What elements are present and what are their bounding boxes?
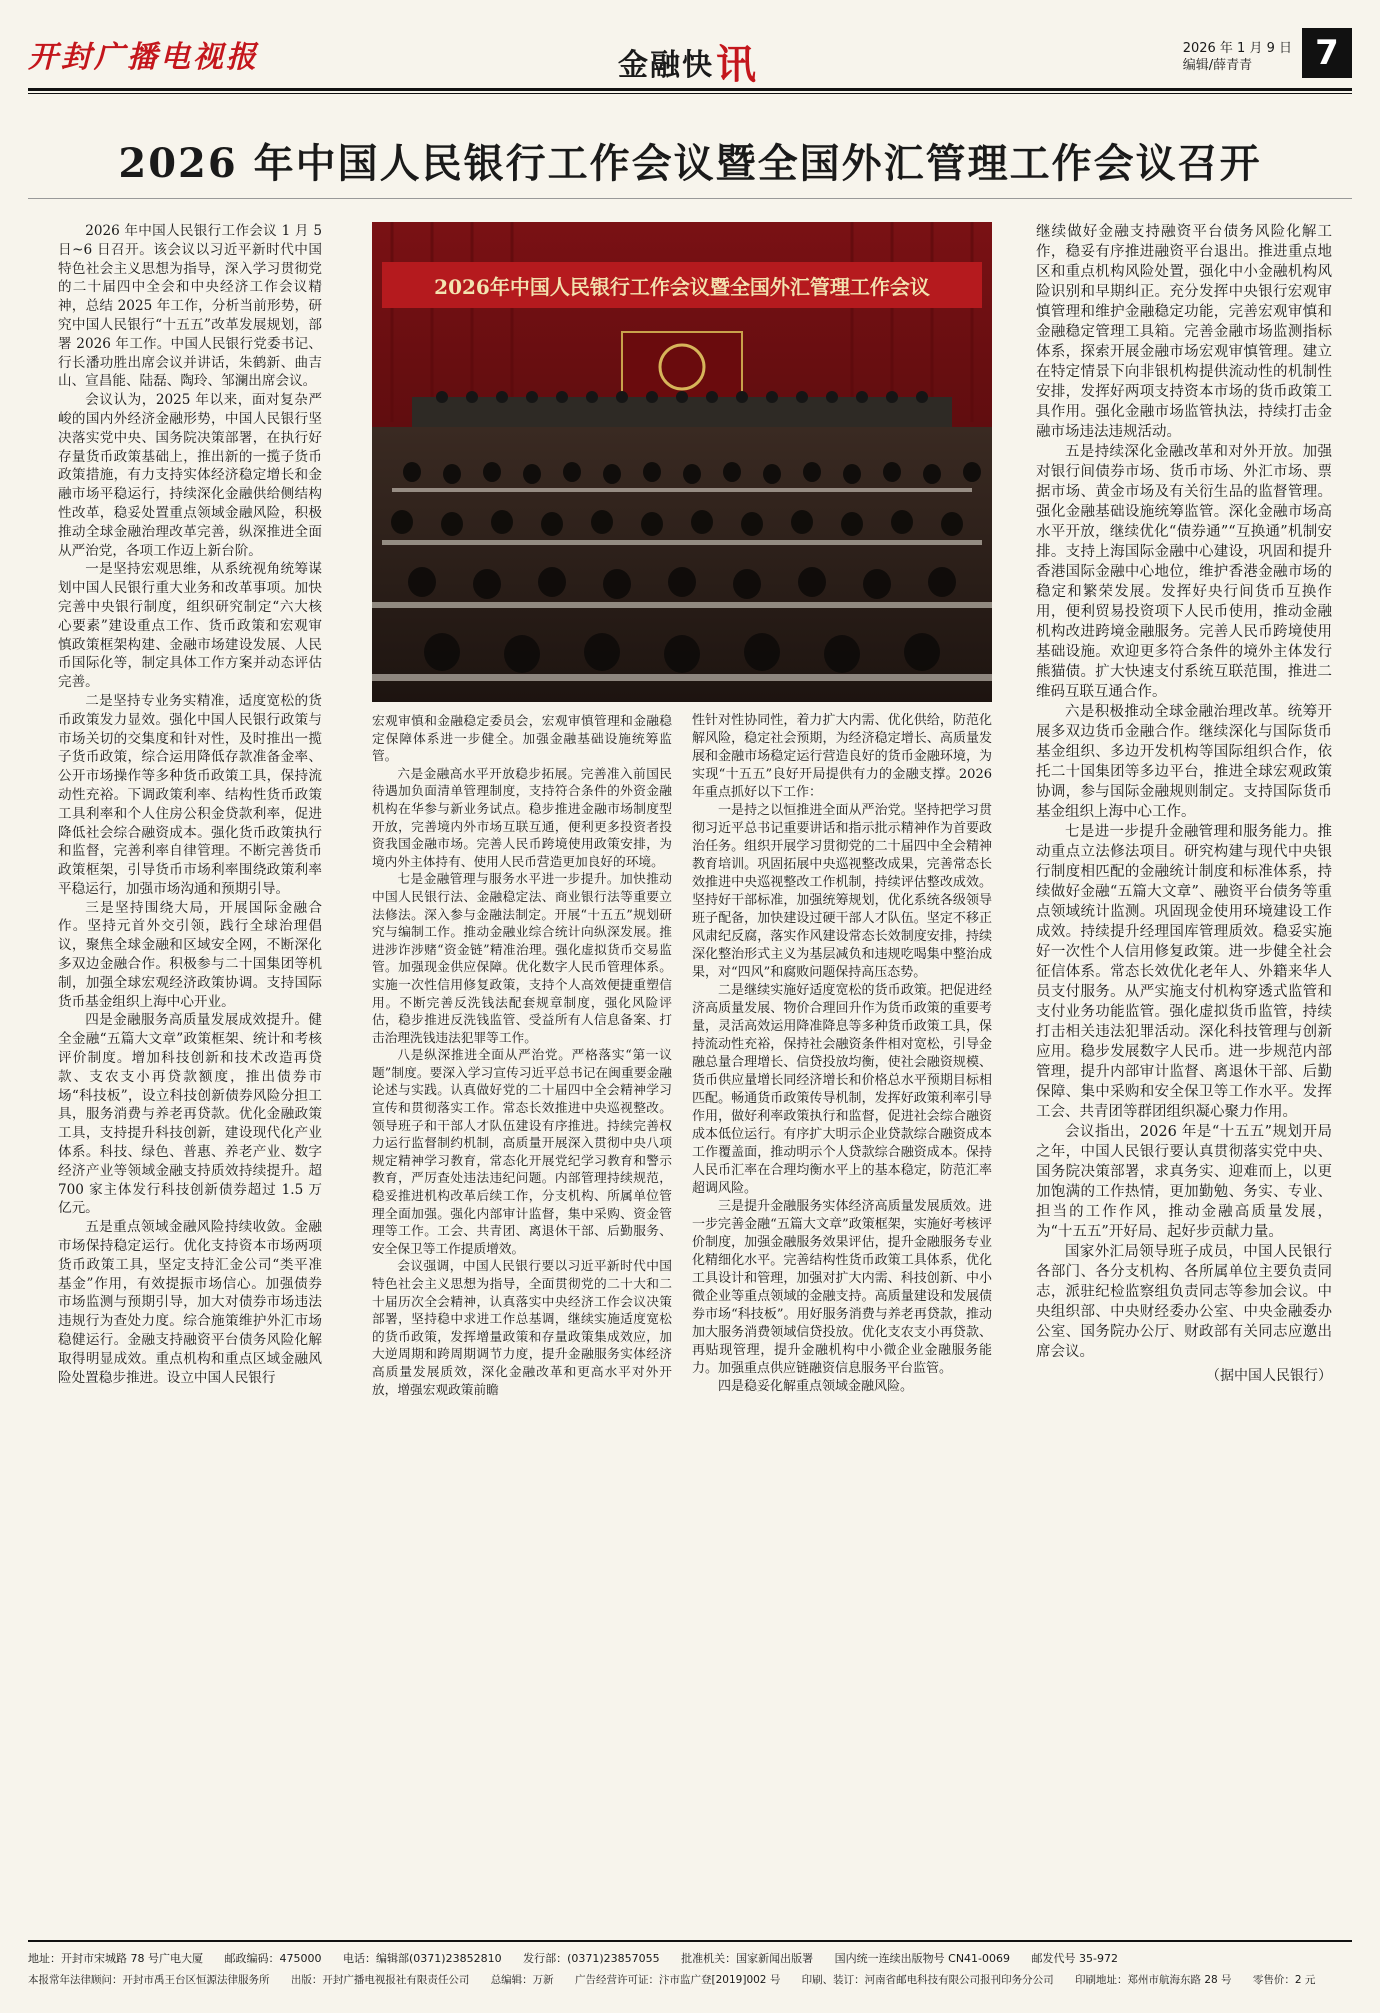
paragraph: 七是进一步提升金融管理和服务能力。推动重点立法修法项目。研究构建与现代中央银行制度相匹配的金融统计制度和标准体系，持续做好金融“五篇大文章”、融资平台债务等重点领域统计监测。巩固现金使用环境建设工作成效。持续提升经理国库管理质效。稳妥实施好一次性个人信用修复政策。进一步健全社会征信体系。常态长效优化老年人、外籍来华人员支付服务。从严实施支付机构穿透式监管和支付业务功能监管。强化虚拟货币监管，持续打击相关违法犯罪活动。深化科技管理与创新应用。稳步发展数字人民币。进一步规范内部管理，提升内部审计监督、离退休干部、后勤保障、集中采购和安全保卫等工作水平。发挥工会、共青团等群团组织凝心聚力作用。 bbox=[1036, 824, 1332, 1120]
paper-name-logo: 开封广播电视报 bbox=[28, 40, 259, 75]
article-column-1 bbox=[58, 222, 322, 1390]
footer-item: 电话：编辑部(0371)23852810 bbox=[343, 1952, 502, 1965]
paragraph: 四是金融服务高质量发展成效提升。健全金融“五篇大文章”政策框架、统计和考核评价制度。增加科技创新和技术改造再贷款、支农支小再贷款额度，推出债券市场“科技板”，设立科技创新债券风险分担工具，服务消费与养老再贷款。优化金融政策工具，支持提升科技创新，建设现代化产业体系。科技、绿色、普惠、养老产业、数字经济产业等领域金融支持质效持续提升。超 700 家主体发行科技创新债券超过 1.5 万亿元。 bbox=[58, 1012, 322, 1217]
paragraph: 会议强调，中国人民银行要以习近平新时代中国特色社会主义思想为指导，全面贯彻党的二十大和二十届历次全会精神，认真落实中央经济工作会议决策部署，坚持稳中求进工作总基调，继续实施适度宽松的货币政策，发挥增量政策和存量政策集成效应，加大逆周期和跨周期调节力度，提升金融服务实体经济高质量发展质效，深化金融改革和更高水平对外开放，增强宏观政策前瞻 bbox=[372, 1258, 672, 1397]
footer-item: 零售价：2 元 bbox=[1252, 1974, 1316, 1986]
masthead bbox=[28, 26, 1352, 88]
paragraph: 2026 年中国人民银行工作会议 1 月 5 日~6 日召开。该会议以习近平新时代中国特色社会主义思想为指导，深入学习贯彻党的二十届四中全会和中央经济工作会议精神，总结 2025 年工作，分析当前形势，研究中国人民银行“十五五”改革发展规划，部署 2026 年工作。中国人民银行党委书记、行长潘功胜出席会议并讲话，朱鹤新、曲吉山、宣昌能、陆磊、陶玲、邹澜出席会议。 bbox=[58, 223, 322, 390]
footer-item: 邮发代号 35-972 bbox=[1031, 1952, 1118, 1965]
paragraph: 二是继续实施好适度宽松的货币政策。把促进经济高质量发展、物价合理回升作为货币政策的重要考量，灵活高效运用降准降息等多种货币政策工具，保持流动性充裕，保持社会融资条件相对宽松，引导金融总量合理增长、信贷投放均衡，使社会融资规模、货币供应量增长同经济增长和价格总水平预期目标相匹配。畅通货币政策传导机制，发挥好政策利率引导作用，做好利率政策执行和监督，促进社会综合融资成本低位运行。有序扩大明示企业贷款综合融资成本工作覆盖面，推动明示个人贷款综合融资成本。保持人民币汇率在合理均衡水平上的基本稳定，防范汇率超调风险。 bbox=[692, 983, 992, 1196]
footer-item: 出版：开封广播电视报社有限责任公司 bbox=[290, 1974, 470, 1986]
footer-item: 地址：开封市宋城路 78 号广电大厦 bbox=[28, 1952, 203, 1965]
masthead-rule-thin bbox=[28, 93, 1352, 94]
footer-item: 批准机关：国家新闻出版署 bbox=[681, 1952, 814, 1965]
paragraph: 五是重点领域金融风险持续收敛。金融市场保持稳定运行。优化支持资本市场两项货币政策工具，坚定支持汇金公司“类平准基金”作用，有效提振市场信心。加强债券市场监测与预期引导，加大对债券市场违法违规行为查处力度。综合施策维护外汇市场稳健运行。金融支持融资平台债务风险化解取得明显成效。重点机构和重点区域金融风险处置稳步推进。设立中国人民银行 bbox=[58, 1219, 322, 1386]
editor-credit: 编辑/薛青青 bbox=[1182, 58, 1253, 73]
footer-line-2 bbox=[28, 1972, 1352, 1987]
source-credit: （据中国人民银行） bbox=[1206, 1368, 1332, 1384]
footer-item: 印刷、装订：河南省邮电科技有限公司报刊印务分公司 bbox=[801, 1974, 1054, 1986]
column-name-accent: 讯 bbox=[716, 41, 758, 88]
headline-rule bbox=[28, 198, 1352, 199]
paragraph: 七是金融管理与服务水平进一步提升。加快推动中国人民银行法、金融稳定法、商业银行法等重要立法修法。深入参与金融法制定。开展“十五五”规划研究与编制工作。推动金融业综合统计向纵深发展。推进涉诈涉赌“资金链”精准治理。强化虚拟货币交易监管。加强现金供应保障。优化数字人民币管理体系。实施一次性信用修复政策，支持个人高效便捷重塑信用。不断完善反洗钱法配套规章制度，强化风险评估，稳步推进反洗钱监管、受益所有人信息备案、打击治理洗钱违法犯罪等工作。 bbox=[372, 871, 672, 1045]
issue-date: 2026 年 1 月 9 日 bbox=[1182, 41, 1292, 56]
article-column-2 bbox=[372, 712, 672, 1398]
paragraph: 一是坚持宏观思维，从系统视角统筹谋划中国人民银行重大业务和改革事项。加快完善中央银行制度，组织研究制定“六大核心要素”建设重点工作、货币政策和宏观审慎政策框架构建、金融市场建设发展、人民币国际化等，制定具体工作方案并动态评估完善。 bbox=[58, 561, 322, 691]
paragraph: 八是纵深推进全面从严治党。严格落实“第一议题”制度。要深入学习宣传习近平总书记在闽重要金融论述与实践。认真做好党的二十届四中全会精神学习宣传和贯彻落实工作。常态长效推进中央巡视整改。领导班子和干部人才队伍建设有序推进。持续完善权力运行监督制约机制，高质量开展深入贯彻中央八项规定精神学习教育，常态化开展党纪学习教育和警示教育，严厉查处违法违纪问题。内部管理持续规范，稳妥推进机构改革后续工作，分支机构、所属单位管理全面加强。强化内部审计监督，集中采购、资金管理等工作。工会、共青团、离退休干部、后勤服务、安全保卫等工作提质增效。 bbox=[372, 1047, 672, 1256]
article-column-4 bbox=[1036, 222, 1332, 1390]
footer-item: 国内统一连续出版物号 CN41-0069 bbox=[834, 1952, 1011, 1965]
footer-item: 发行部：(0371)23857055 bbox=[523, 1952, 660, 1965]
article-column-3 bbox=[692, 712, 992, 1398]
footer-item: 总编辑：万新 bbox=[490, 1974, 554, 1986]
paragraph: 国家外汇局领导班子成员，中国人民银行各部门、各分支机构、各所属单位主要负责同志，派驻纪检监察组负责同志等参加会议。中央组织部、中央财经委办公室、中央金融委办公室、国务院办公厅、财政部有关同志应邀出席会议。 bbox=[1036, 1244, 1332, 1360]
column-name-text: 金融快 bbox=[618, 48, 714, 83]
footer-rule bbox=[28, 1940, 1352, 1942]
paragraph: 继续做好金融支持融资平台债务风险化解工作，稳妥有序推进融资平台退出。推进重点地区和重点机构风险处置，强化中小金融机构风险识别和早期纠正。充分发挥中央银行宏观审慎管理和维护金融稳定功能，完善宏观审慎和金融稳定管理工具箱。完善金融市场监测指标体系，探索开展金融市场宏观审慎管理。建立在特定情景下向非银机构提供流动性的机制性安排，发挥好两项支持资本市场的货币政策工具作用。强化金融市场监管执法，持续打击金融市场违法违规活动。 bbox=[1036, 224, 1332, 440]
meeting-photo-illustration bbox=[372, 222, 992, 702]
paragraph: 三是坚持围绕大局，开展国际金融合作。坚持元首外交引领，践行全球治理倡议，聚焦全球金融和区域安全网，不断深化多双边金融合作。积极参与二十国集团等机制，加强全球宏观经济政策协调。支持国际货币基金组织上海中心开业。 bbox=[58, 899, 322, 1010]
page-number: 7 bbox=[1302, 28, 1352, 78]
footer-item: 广告经营许可证：汴市监广登[2019]002 号 bbox=[575, 1974, 781, 1986]
paragraph: 会议指出，2026 年是“十五五”规划开局之年，中国人民银行要认真贯彻落实党中央、国务院决策部署，求真务实、迎难而上，以更加饱满的工作热情，更加勤勉、务实、专业、担当的工作作风，推动金融高质量发展，为“十五五”开好局、起好步贡献力量。 bbox=[1036, 1124, 1332, 1240]
paragraph: 性针对性协同性，着力扩大内需、优化供给，防范化解风险，稳定社会预期，为经济稳定增长、高质量发展和金融市场稳定运行营造良好的货币金融环境，为实现“十五五”良好开局提供有力的金融支撑。2026 年重点抓好以下工作： bbox=[692, 713, 992, 800]
meeting-photo bbox=[372, 222, 992, 702]
paragraph: 会议认为，2025 年以来，面对复杂严峻的国内外经济金融形势，中国人民银行坚决落实党中央、国务院决策部署，在执行好存量货币政策基础上，推出新的一揽子货币政策措施，有力支持实体经济稳定增长和金融市场平稳运行，持续深化金融供给侧结构性改革，稳妥处置重点领域金融风险，积极推动全球金融治理改革完善，纵深推进全面从严治党，各项工作迈上新台阶。 bbox=[58, 392, 322, 559]
footer-item: 邮政编码：475000 bbox=[224, 1952, 322, 1965]
footer-item: 印刷地址：郑州市航海东路 28 号 bbox=[1075, 1974, 1232, 1986]
date-block bbox=[1183, 40, 1292, 74]
footer-item: 本报常年法律顾问：开封市禹王台区恒源法律服务所 bbox=[28, 1974, 270, 1986]
paragraph: 二是坚持专业务实精准，适度宽松的货币政策发力显效。强化中国人民银行政策与市场关切的交集度和针对性，及时推出一揽子货币政策，综合运用降低存款准备金率、公开市场操作等多种货币政策工具，保持流动性充裕。下调政策利率、结构性货币政策工具利率和个人住房公积金贷款利率，促进降低社会综合融资成本。强化货币政策执行和监督，完善利率自律管理。不断完善货币政策框架，引导货币市场利率围绕政策利率平稳运行，加强市场沟通和预期引导。 bbox=[58, 692, 322, 897]
paragraph: 三是提升金融服务实体经济高质量发展质效。进一步完善金融“五篇大文章”政策框架，实施好考核评价制度，加强金融服务效果评估，提升金融服务专业化精细化水平。完善结构性货币政策工具体系，优化工具设计和管理，加强对扩大内需、科技创新、中小微企业等重点领域的金融支持。高质量建设和发展债券市场“科技板”。用好服务消费与养老再贷款，推动加大服务消费领域信贷投放。优化支农支小再贷款、再贴现管理，提升金融机构中小微企业金融服务能力。加强重点供应链融资信息服务平台监管。 bbox=[692, 1199, 992, 1376]
footer-line-1 bbox=[28, 1950, 1352, 1966]
paragraph: 宏观审慎和金融稳定委员会，宏观审慎管理和金融稳定保障体系进一步健全。加强金融基础设施统筹监管。 bbox=[372, 713, 672, 764]
paragraph: 四是稳妥化解重点领域金融风险。 bbox=[718, 1379, 914, 1394]
paragraph: 六是金融高水平开放稳步拓展。完善准入前国民待遇加负面清单管理制度，支持符合条件的外资金融机构在华参与新业务试点。稳步推进金融市场制度型开放，完善境内外市场互联互通，便利更多投资者投资我国金融市场。完善人民币跨境使用政策安排，为境内外主体持有、使用人民币营造更加良好的环境。 bbox=[372, 765, 672, 869]
photo-banner-text: 2026年中国人民银行工作会议暨全国外汇管理工作会议 bbox=[434, 275, 930, 299]
article-headline: 2026 年中国人民银行工作会议暨全国外汇管理工作会议召开 bbox=[118, 140, 1262, 187]
paragraph: 五是持续深化金融改革和对外开放。加强对银行间债券市场、货币市场、外汇市场、票据市场、黄金市场及有关衍生品的监督管理。强化金融基础设施统筹监管。深化金融市场高水平开放，继续优化“债券通”“互换通”机制安排。支持上海国际金融中心建设，巩固和提升香港国际金融中心地位，维护香港金融市场的稳定和繁荣发展。发挥好央行间货币互换作用，便利贸易投资项下人民币使用，推动金融机构改进跨境金融服务。完善人民币跨境使用基础设施。欢迎更多符合条件的境外主体发行熊猫债。扩大快速支付系统互联范围，推进二维码互联互通合作。 bbox=[1036, 444, 1332, 700]
paragraph: 一是持之以恒推进全面从严治党。坚持把学习贯彻习近平总书记重要讲话和指示批示精神作为首要政治任务。组织开展学习贯彻党的二十届四中全会精神教育培训。巩固拓展中央巡视整改成果，完善常态长效推进中央巡视整改工作机制，持续评估整改成效。坚持好干部标准，加强统筹规划，优化系统各级领导班子配备，加快建设过硬干部人才队伍。坚定不移正风肃纪反腐，落实作风建设常态长效制度安排，持续深化整治形式主义为基层减负和违规吃喝集中整治成果，对“四风”和腐败问题保持高压态势。 bbox=[692, 803, 992, 980]
paragraph: 六是积极推动全球金融治理改革。统筹开展多双边货币金融合作。继续深化与国际货币基金组织、多边开发机构等国际组织合作，依托二十国集团等多边平台，推进全球宏观政策协调，参与国际金融规则制定。支持国际货币基金组织上海中心工作。 bbox=[1036, 704, 1332, 820]
masthead-rule bbox=[28, 88, 1352, 91]
column-name bbox=[618, 30, 758, 87]
